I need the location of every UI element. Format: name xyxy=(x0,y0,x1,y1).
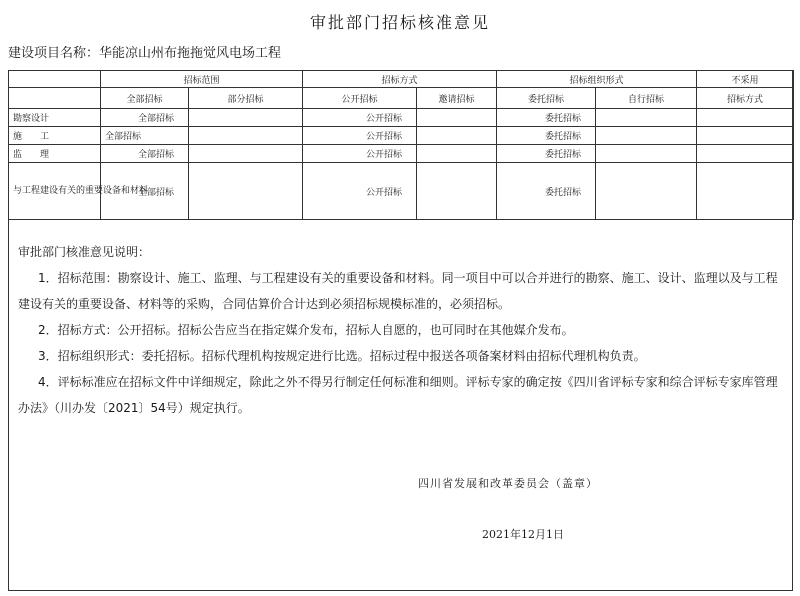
cell-open: 公开招标 xyxy=(303,145,417,163)
row-label: 监 理 xyxy=(9,145,101,163)
cell-full: 全部招标 xyxy=(101,127,189,145)
header-blank xyxy=(9,71,101,88)
subheader-self: 自行招标 xyxy=(596,88,697,109)
cell-entrust: 委托招标 xyxy=(497,109,596,127)
subheader-entrust: 委托招标 xyxy=(497,88,596,109)
cell-open: 公开招标 xyxy=(303,127,417,145)
note-item-evaluation: 4．评标标准应在招标文件中详细规定，除此之外不得另行制定任何标准和细则。评标专家的确定按《四川省评标专家和综合评标专家库管理办法》（川办发〔2021〕54号）规定执行。 xyxy=(18,375,778,415)
row-label: 施 工 xyxy=(9,127,101,145)
page-title: 审批部门招标核准意见 xyxy=(309,13,490,32)
header-not-tender-2: 招标方式 xyxy=(697,88,794,109)
row-label: 勘察设计 xyxy=(9,109,101,127)
cell-entrust: 委托招标 xyxy=(497,127,596,145)
note-item-organization: 3．招标组织形式：委托招标。招标代理机构按规定进行比选。招标过程中报送各项备案材料由招标代理机构负责。 xyxy=(38,349,646,363)
notes-heading: 审批部门核准意见说明： xyxy=(18,245,151,259)
subheader-blank xyxy=(9,88,101,109)
table-header-row xyxy=(9,71,794,88)
table-row xyxy=(9,145,794,163)
cell-full: 全部招标 xyxy=(101,109,189,127)
table-row xyxy=(9,127,794,145)
subheader-invite: 邀请招标 xyxy=(417,88,497,109)
header-not-tender-1: 不采用 xyxy=(697,71,794,88)
date: 2021年12月1日 xyxy=(482,528,564,541)
signature: 四川省发展和改革委员会（盖章） xyxy=(418,477,598,490)
project-name: 建设项目名称：华能凉山州布拖拖觉风电场工程 xyxy=(8,46,282,61)
cell-open: 公开招标 xyxy=(303,109,417,127)
table-row xyxy=(9,109,794,127)
cell-open: 公开招标 xyxy=(303,163,417,220)
subheader-open: 公开招标 xyxy=(303,88,417,109)
subheader-partial: 部分招标 xyxy=(189,88,303,109)
subheader-full: 全部招标 xyxy=(101,88,189,109)
cell-entrust: 委托招标 xyxy=(497,163,596,220)
note-item-method: 2．招标方式：公开招标。招标公告应当在指定媒介发布，招标人自愿的，也可同时在其他媒介发布。 xyxy=(38,323,574,337)
table-row xyxy=(9,163,794,220)
cell-full: 全部招标 xyxy=(101,145,189,163)
approval-notes xyxy=(18,239,786,421)
header-scope: 招标范围 xyxy=(101,71,303,88)
note-item-scope: 1．招标范围：勘察设计、施工、监理、与工程建设有关的重要设备和材料。同一项目中可以合并进行的勘察、施工、设计、监理以及与工程建设有关的重要设备、材料等的采购，合同估算价合计达到必须招标规模标准的，必须招标。 xyxy=(18,271,778,311)
cell-full: 全部招标 xyxy=(101,163,189,220)
cell-entrust: 委托招标 xyxy=(497,145,596,163)
header-method: 招标方式 xyxy=(303,71,497,88)
row-label: 与工程建设有关的重要设备和材料 xyxy=(9,163,101,220)
tender-table xyxy=(8,70,794,220)
header-organization: 招标组织形式 xyxy=(497,71,697,88)
table-subheader-row xyxy=(9,88,794,109)
